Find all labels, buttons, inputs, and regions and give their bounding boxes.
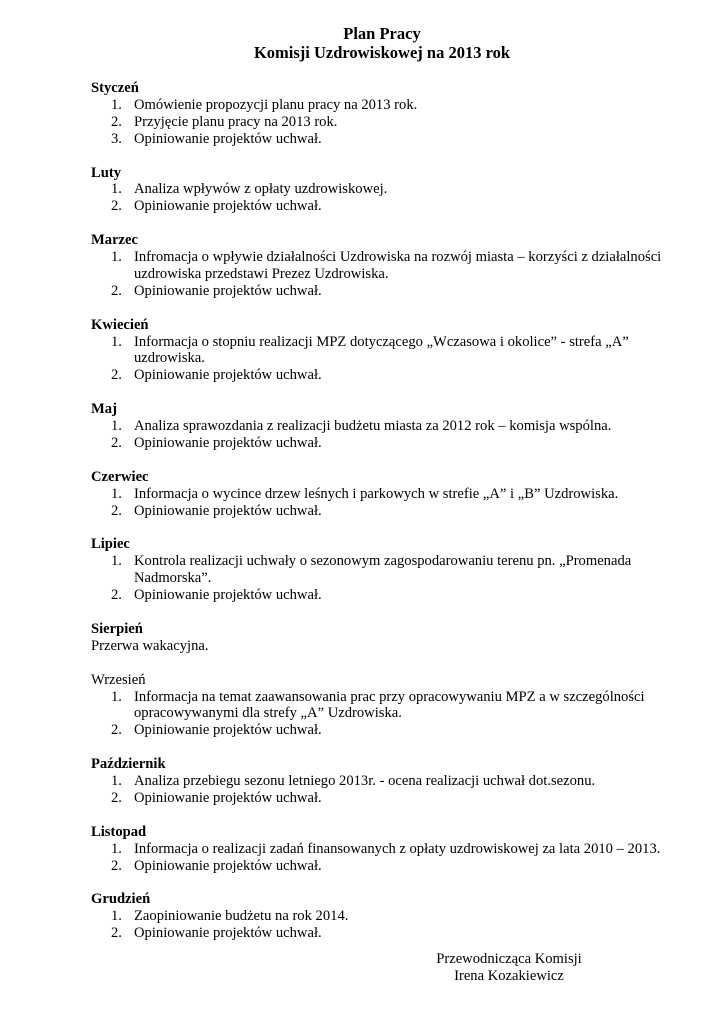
title-line-2: Komisji Uzdrowiskowej na 2013 rok xyxy=(253,43,511,62)
item-text: Opiniowanie projektów uchwał. xyxy=(134,925,322,942)
list-item: 2. Przyjęcie planu pracy na 2013 rok. xyxy=(111,113,338,130)
item-text: Przyjęcie planu pracy na 2013 rok. xyxy=(134,113,338,130)
month-heading: Lipiec xyxy=(91,536,130,553)
list-item: 1. Kontrola realizacji uchwały o sezonowym zagospodarowaniu terenu pn. „Promenada Nadmorska”. xyxy=(111,553,632,587)
list-item: 2. Opiniowanie projektów uchwał. xyxy=(111,502,322,519)
item-text: Informacja o wycince drzew leśnych i parkowych w strefie „A” i „B” Uzdrowiska. xyxy=(134,485,619,502)
signature-name: Irena Kozakiewicz xyxy=(454,968,564,984)
list-item: 2. Opiniowanie projektów uchwał. xyxy=(111,282,322,299)
item-text: Omówienie propozycji planu pracy na 2013 rok. xyxy=(134,96,418,113)
section-february xyxy=(91,165,681,216)
item-list xyxy=(91,689,681,740)
item-list xyxy=(91,486,681,520)
item-text: Analiza sprawozdania z realizacji budżetu miasta za 2012 rok – komisja wspólna. xyxy=(134,418,612,435)
month-heading: Październik xyxy=(91,756,166,773)
section-november xyxy=(91,824,681,875)
section-april xyxy=(91,317,681,385)
plan-content xyxy=(91,80,681,959)
section-december xyxy=(91,891,681,942)
list-item: 2. Opiniowanie projektów uchwał. xyxy=(111,198,322,215)
item-text: Opiniowanie projektów uchwał. xyxy=(134,434,322,451)
month-heading: Maj xyxy=(91,401,117,418)
signature-role: Przewodnicząca Komisji xyxy=(436,951,582,967)
item-list xyxy=(91,841,681,875)
list-item: 1. Infromacja o wpływie działalności Uzdrowiska na rozwój miasta – korzyści z działalności uzdrowiska przedstawi Prezez Uzdrowiska. xyxy=(111,249,662,282)
item-text: Infromacja o wpływie działalności Uzdrowiska na rozwój miasta – korzyści z działalności uzdrowiska przedstawi Prezez Uzdrowiska. xyxy=(134,249,662,282)
month-heading: Styczeń xyxy=(91,80,139,96)
list-item: 2. Opiniowanie projektów uchwał. xyxy=(111,587,322,604)
item-list xyxy=(91,773,681,807)
section-august xyxy=(91,621,681,655)
item-list xyxy=(91,181,681,215)
month-heading: Marzec xyxy=(91,232,138,249)
list-item: 2. Opiniowanie projektów uchwał. xyxy=(111,367,322,384)
month-note: Przerwa wakacyjna. xyxy=(91,637,209,654)
list-item: 1. Analiza przebiegu sezonu letniego 2013r. - ocena realizacji uchwał dot.sezonu. xyxy=(111,773,596,790)
item-text: Opiniowanie projektów uchwał. xyxy=(134,198,322,215)
list-item: 1. Zaopiniowanie budżetu na rok 2014. xyxy=(111,908,349,925)
month-heading: Sierpień xyxy=(91,620,143,637)
list-item: 2. Opiniowanie projektów uchwał. xyxy=(111,857,322,874)
item-text: Informacja o realizacji zadań finansowanych z opłaty uzdrowiskowej za lata 2010 – 2013. xyxy=(134,840,661,857)
month-heading: Grudzień xyxy=(91,891,151,908)
item-list xyxy=(91,418,681,452)
section-october xyxy=(91,756,681,807)
month-heading: Kwiecień xyxy=(91,316,149,333)
list-item: 1. Informacja na temat zaawansowania prac przy opracowywaniu MPZ a w szczególności opracowywanymi dla strefy „A” Uzdrowiska. xyxy=(111,688,645,722)
list-item: 2. Opiniowanie projektów uchwał. xyxy=(111,722,322,739)
list-item: 2. Opiniowanie projektów uchwał. xyxy=(111,925,322,942)
item-text: Opiniowanie projektów uchwał. xyxy=(134,587,322,604)
list-item: 1. Analiza sprawozdania z realizacji budżetu miasta za 2012 rok – komisja wspólna. xyxy=(111,418,612,435)
item-text: Opiniowanie projektów uchwał. xyxy=(134,130,322,147)
item-list xyxy=(91,249,681,300)
item-text: Opiniowanie projektów uchwał. xyxy=(134,722,322,739)
item-text: Analiza wpływów z opłaty uzdrowiskowej. xyxy=(134,181,388,198)
item-text: Opiniowanie projektów uchwał. xyxy=(134,502,322,519)
item-text: Informacja na temat zaawansowania prac przy opracowywaniu MPZ a w szczególności opracowywanymi dla strefy „A” Uzdrowiska. xyxy=(134,688,645,722)
title-line-1: Plan Pracy xyxy=(343,24,421,43)
list-item: 1. Informacja o realizacji zadań finansowanych z opłaty uzdrowiskowej za lata 2010 – 2013. xyxy=(111,840,661,857)
section-september xyxy=(91,672,681,740)
item-text: Zaopiniowanie budżetu na rok 2014. xyxy=(134,908,349,925)
item-text: Opiniowanie projektów uchwał. xyxy=(134,367,322,384)
signature-block xyxy=(434,951,584,985)
list-item: 3. Opiniowanie projektów uchwał. xyxy=(111,130,322,147)
item-text: Kontrola realizacji uchwały o sezonowym zagospodarowaniu terenu pn. „Promenada Nadmorska”. xyxy=(134,553,632,587)
item-text: Opiniowanie projektów uchwał. xyxy=(134,789,322,806)
list-item: 2. Opiniowanie projektów uchwał. xyxy=(111,434,322,451)
section-july xyxy=(91,536,681,604)
month-heading: Czerwiec xyxy=(91,468,149,485)
list-item: 1. Omówienie propozycji planu pracy na 2013 rok. xyxy=(111,96,418,113)
list-item: 2. Opiniowanie projektów uchwał. xyxy=(111,789,322,806)
item-text: Analiza przebiegu sezonu letniego 2013r. - ocena realizacji uchwał dot.sezonu. xyxy=(134,773,596,790)
item-text: Opiniowanie projektów uchwał. xyxy=(134,282,322,299)
item-list xyxy=(91,97,681,148)
list-item: 1. Informacja o wycince drzew leśnych i parkowych w strefie „A” i „B” Uzdrowiska. xyxy=(111,485,619,502)
section-june xyxy=(91,469,681,520)
month-heading: Luty xyxy=(91,164,122,181)
list-item: 1. Analiza wpływów z opłaty uzdrowiskowej. xyxy=(111,181,388,198)
item-list xyxy=(91,334,681,385)
item-list xyxy=(91,908,681,942)
list-item: 1. Informacja o stopniu realizacji MPZ dotyczącego „Wczasowa i okolice” - strefa „A” uzdrowiska. xyxy=(111,333,629,367)
section-january xyxy=(91,80,681,148)
item-text: Informacja o stopniu realizacji MPZ dotyczącego „Wczasowa i okolice” - strefa „A” uzdrowiska. xyxy=(134,333,629,367)
item-text: Opiniowanie projektów uchwał. xyxy=(134,857,322,874)
month-heading: Listopad xyxy=(91,823,147,840)
section-march xyxy=(91,232,681,300)
item-list xyxy=(91,553,681,604)
section-may xyxy=(91,401,681,452)
month-heading: Wrzesień xyxy=(91,671,146,688)
